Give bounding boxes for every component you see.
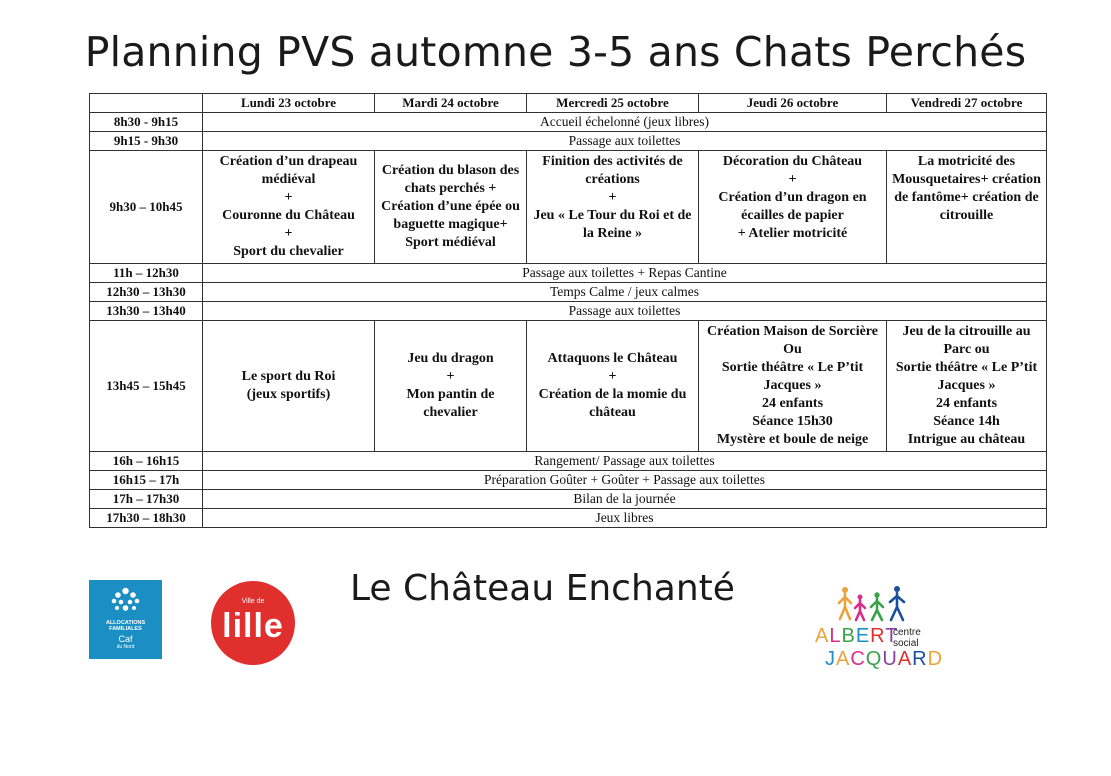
centre-social-text: centre social [893,627,921,649]
header-cell: Mardi 24 octobre [375,94,527,113]
planning-table [89,93,1047,528]
activity-cell: Le sport du Roi (jeux sportifs) [203,321,375,452]
time-cell: 11h – 12h30 [90,264,203,283]
time-cell: 9h15 - 9h30 [90,132,203,151]
lille-logo-text: lille [222,607,284,645]
activity-cell: Accueil échelonné (jeux libres) [203,113,1047,132]
table-row [90,113,1047,132]
activity-cell: Décoration du Château + Création d’un dragon en écailles de papier + Atelier motricité [699,151,887,264]
header-cell: Vendredi 27 octobre [887,94,1047,113]
time-cell: 16h15 – 17h [90,471,203,490]
header-cell: Lundi 23 octobre [203,94,375,113]
time-cell: 8h30 - 9h15 [90,113,203,132]
page-title: Planning PVS automne 3-5 ans Chats Perchés [84,28,1027,76]
activity-cell: Jeu de la citrouille au Parc ou Sortie théâtre « Le P’tit Jacques » 24 enfants Séance 14h Intrigue au château [887,321,1047,452]
activity-cell: Passage aux toilettes [203,132,1047,151]
activity-cell: Attaquons le Château + Création de la momie du château [527,321,699,452]
table-row [90,452,1047,471]
activity-cell: Rangement/ Passage aux toilettes [203,452,1047,471]
activity-cell: Création du blason des chats perchés + Création d’une épée ou baguette magique+ Sport médiéval [375,151,527,264]
table-header-row [90,94,1047,113]
albert-jacquard-logo [815,585,944,675]
table-row [90,132,1047,151]
jacquard-text: JACQUARD [825,648,944,670]
activity-cell: Temps Calme / jeux calmes [203,283,1047,302]
table-row [90,264,1047,283]
centre-name: Le Château Enchanté [350,568,735,609]
time-cell: 9h30 – 10h45 [90,151,203,264]
header-cell [90,94,203,113]
activity-cell: Préparation Goûter + Goûter + Passage aux toilettes [203,471,1047,490]
caf-family-icon [110,586,141,614]
activity-cell: Finition des activités de créations + Jeu « Le Tour du Roi et de la Reine » [527,151,699,264]
time-cell: 13h30 – 13h40 [90,302,203,321]
time-cell: 12h30 – 13h30 [90,283,203,302]
people-icon [835,585,915,623]
table-row [90,302,1047,321]
table-row [90,471,1047,490]
lille-logo-small-text: Ville de [241,598,265,605]
caf-logo-text: ALLOCATIONS FAMILIALES [105,620,146,632]
header-cell: Jeudi 26 octobre [699,94,887,113]
header-cell: Mercredi 25 octobre [527,94,699,113]
activity-cell: Passage aux toilettes [203,302,1047,321]
table-row [90,321,1047,452]
table-row [90,283,1047,302]
time-cell: 17h – 17h30 [90,490,203,509]
caf-logo [89,580,162,659]
table-row [90,509,1047,528]
caf-logo-region: du Nord [116,644,135,650]
activity-cell: Jeu du dragon + Mon pantin de chevalier [375,321,527,452]
table-row [90,490,1047,509]
table-row [90,151,1047,264]
activity-cell: Jeux libres [203,509,1047,528]
activity-cell: La motricité des Mousquetaires+ création de fantôme+ création de citrouille [887,151,1047,264]
lille-logo [211,581,295,665]
activity-cell: Création Maison de Sorcière Ou Sortie théâtre « Le P’tit Jacques » 24 enfants Séance 15h30 Mystère et boule de neige [699,321,887,452]
activity-cell: Passage aux toilettes + Repas Cantine [203,264,1047,283]
activity-cell: Bilan de la journée [203,490,1047,509]
caf-logo-name: Caf [118,634,133,644]
albert-text: ALBERT [815,625,899,647]
activity-cell: Création d’un drapeau médiéval + Couronne du Château + Sport du chevalier [203,151,375,264]
time-cell: 17h30 – 18h30 [90,509,203,528]
time-cell: 16h – 16h15 [90,452,203,471]
time-cell: 13h45 – 15h45 [90,321,203,452]
